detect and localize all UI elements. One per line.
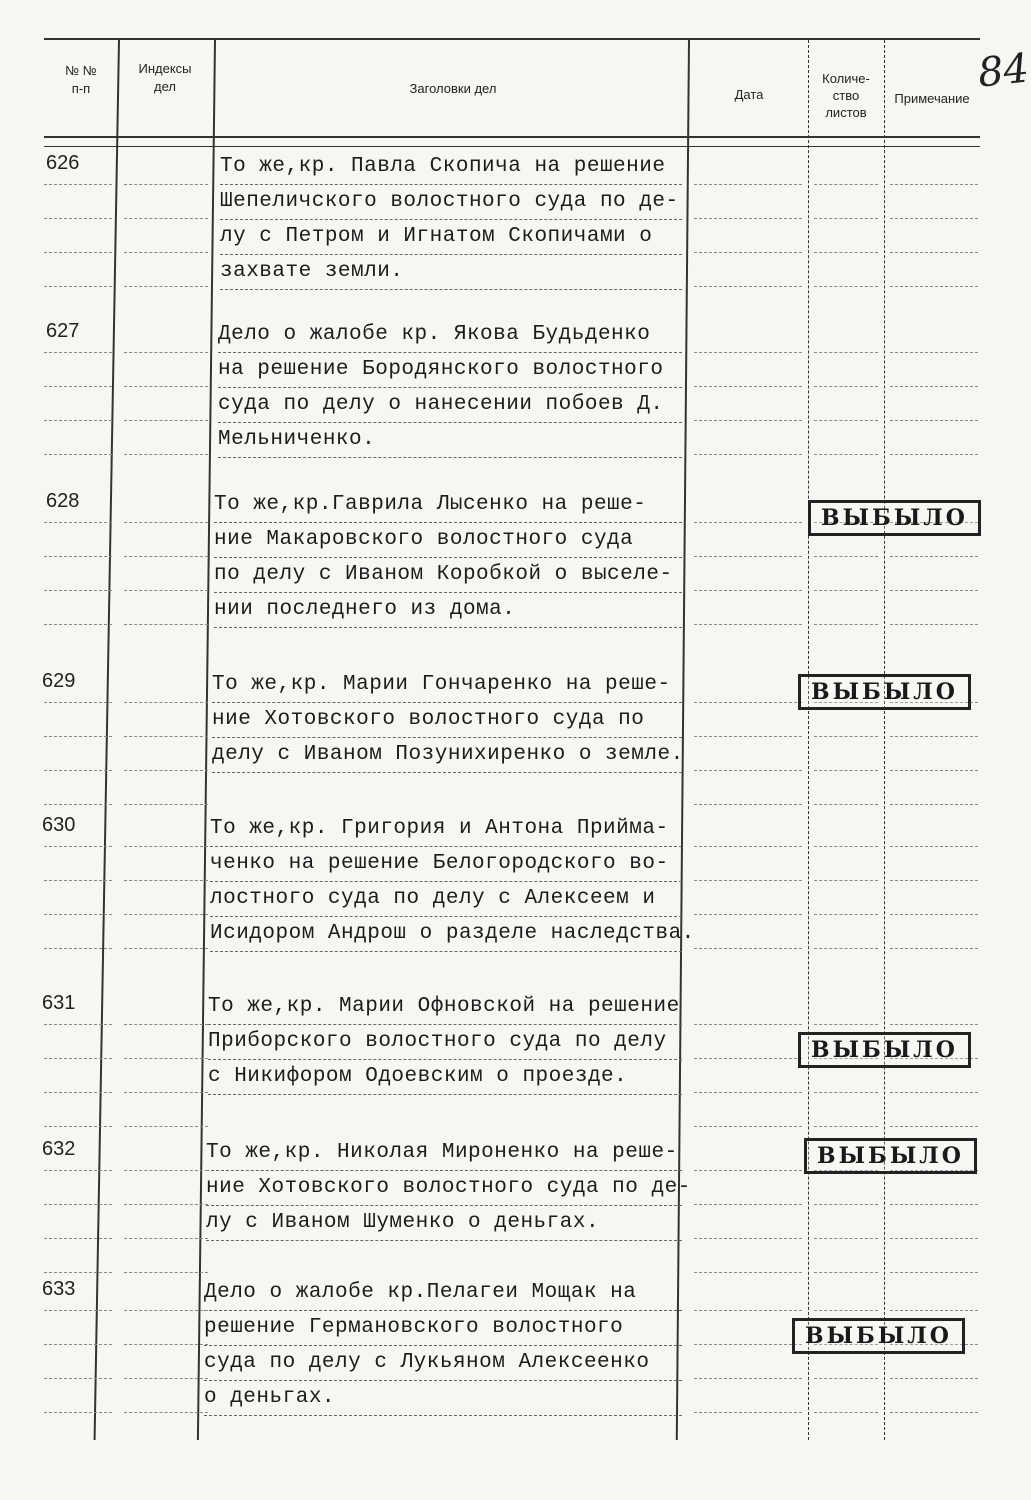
entry-number: 633 [42,1278,76,1300]
ruled-line [44,1412,112,1413]
ruled-line [890,846,978,847]
withdrawn-stamp: ВЫБЫЛО [808,500,981,536]
ruled-line [814,420,878,421]
ruled-line [694,1024,802,1025]
ruled-line [124,1170,208,1171]
col-line-4 [808,40,809,1440]
ruled-line [124,1310,208,1311]
ruled-line [814,1024,878,1025]
withdrawn-stamp: ВЫБЫЛО [792,1318,965,1354]
ruled-line [44,770,112,771]
entry-title-line: лу с Петром и Игнатом Скопичами о [220,220,682,255]
entry-title [204,1276,682,1416]
ruled-line [44,1310,112,1311]
entry-title [218,318,682,458]
entry-title-line: Приборского волостного суда по делу [208,1025,682,1060]
ruled-line [124,352,208,353]
entry-title [220,150,682,290]
ruled-line [814,286,878,287]
ruled-line [44,702,112,703]
ruled-line [44,252,112,253]
ruled-line [890,1204,978,1205]
ruled-line [890,1238,978,1239]
ruled-line [124,1024,208,1025]
ruled-line [814,1378,878,1379]
entry-number: 628 [46,490,80,512]
entry-title-line: по делу с Иваном Коробкой о выселе- [214,558,682,593]
ruled-line [890,1092,978,1093]
ruled-line [694,420,802,421]
entry-title [212,668,682,773]
ruled-line [890,218,978,219]
ruled-line [44,880,112,881]
entry-title-line: То же,кр. Марии Гончаренко на реше- [212,668,682,703]
ruled-line [44,624,112,625]
ruled-line [694,556,802,557]
ruled-line [44,1126,112,1127]
ruled-line [890,420,978,421]
entry-title-line: захвате земли. [220,255,682,290]
ruled-line [124,1344,208,1345]
ruled-line [694,770,802,771]
ruled-line [890,1024,978,1025]
ruled-line [124,914,208,915]
ruled-line [694,454,802,455]
ruled-line [814,846,878,847]
ruled-line [814,1272,878,1273]
ruled-line [890,590,978,591]
ruled-line [814,804,878,805]
ruled-line [124,218,208,219]
ruled-line [890,948,978,949]
ruled-line [44,846,112,847]
entry-title-line: суда по делу с Лукьяном Алексеенко [204,1346,682,1381]
ruled-line [124,736,208,737]
ruled-line [694,1238,802,1239]
ruled-line [124,846,208,847]
entry-title-line: делу с Иваном Позунихиренко о земле. [212,738,682,773]
ruled-line [890,880,978,881]
ruled-line [124,1126,208,1127]
ruled-line [44,522,112,523]
ruled-line [124,386,208,387]
ruled-line [44,1092,112,1093]
withdrawn-stamp: ВЫБЫЛО [798,1032,971,1068]
entry-title-line: суда по делу о нанесении побоев Д. [218,388,682,423]
ruled-line [124,454,208,455]
entry-title-line: ние Хотовского волостного суда по де- [206,1171,682,1206]
entry-number: 630 [42,814,76,836]
header-date: Дата [734,87,764,102]
entry-title-line: То же,кр. Марии Офновской на решение [208,990,682,1025]
ruled-line [814,914,878,915]
ruled-line [694,846,802,847]
ruled-line [44,1170,112,1171]
ruled-line [814,352,878,353]
ruled-line [890,736,978,737]
entry-title-line: ченко на решение Белогородского во- [210,847,682,882]
entry-title-line: о деньгах. [204,1381,682,1416]
entry-title [210,812,695,952]
ruled-line [814,556,878,557]
ruled-line [890,1126,978,1127]
entry-title-line: ние Хотовского волостного суда по [212,703,682,738]
ruled-line [694,1310,802,1311]
ruled-line [124,1204,208,1205]
ruled-line [694,948,802,949]
ruled-line [890,556,978,557]
entry-number: 629 [42,670,76,692]
header-note: Примечание [894,91,970,106]
ruled-line [814,386,878,387]
ruled-line [814,1412,878,1413]
entry-title-line: с Никифором Одоевским о проезде. [208,1060,682,1095]
ruled-line [694,352,802,353]
entry-title-line: Шепеличского волостного суда по де- [220,185,682,220]
ruled-line [694,522,802,523]
ruled-line [890,286,978,287]
ruled-line [44,1204,112,1205]
ruled-line [890,1272,978,1273]
ruled-line [124,1092,208,1093]
ruled-line [44,184,112,185]
ruled-line [694,1378,802,1379]
entry-title-line: нии последнего из дома. [214,593,682,628]
ruled-line [814,252,878,253]
entry-title-line: То же,кр.Гаврила Лысенко на реше- [214,488,682,523]
ruled-line [44,420,112,421]
ruled-line [890,454,978,455]
entry-title [208,990,682,1095]
ruled-line [814,454,878,455]
header-title: Заголовки дел [409,81,497,96]
header-bottom-rule-2 [44,146,980,147]
ruled-line [890,914,978,915]
ruled-line [124,1378,208,1379]
ruled-line [694,1170,802,1171]
entry-title-line: Дело о жалобе кр.Пелагеи Мощак на [204,1276,682,1311]
ruled-line [694,184,802,185]
ruled-line [124,522,208,523]
ruled-line [890,1378,978,1379]
ruled-line [44,1272,112,1273]
ruled-line [890,352,978,353]
ruled-line [890,804,978,805]
ruled-line [814,736,878,737]
ruled-line [44,804,112,805]
ruled-line [694,218,802,219]
ruled-line [124,252,208,253]
ruled-line [694,804,802,805]
ruled-line [44,556,112,557]
entry-number: 626 [46,152,80,174]
ruled-line [814,1126,878,1127]
ruled-line [694,1412,802,1413]
ruled-line [124,420,208,421]
ruled-line [890,624,978,625]
ruled-line [814,880,878,881]
header-sheets: Количе- ство листов [822,71,870,120]
ruled-line [44,1238,112,1239]
ruled-line [890,184,978,185]
ruled-line [694,286,802,287]
ruled-line [890,770,978,771]
ruled-line [124,702,208,703]
ruled-line [124,624,208,625]
ruled-line [44,218,112,219]
ruled-line [694,1092,802,1093]
ruled-line [694,1204,802,1205]
withdrawn-stamp: ВЫБЫЛО [798,674,971,710]
ruled-line [694,914,802,915]
entry-title-line: на решение Бородянского волостного [218,353,682,388]
ruled-line [694,624,802,625]
header-bottom-rule [44,136,980,138]
ruled-line [814,1204,878,1205]
ruled-line [124,590,208,591]
ruled-line [694,386,802,387]
ruled-line [890,252,978,253]
entry-title-line: ние Макаровского волостного суда [214,523,682,558]
entry-number: 631 [42,992,76,1014]
entry-title-line: Дело о жалобе кр. Якова Будьденко [218,318,682,353]
ruled-line [814,624,878,625]
entry-title-line: лостного суда по делу с Алексеем и [210,882,682,917]
entry-title [214,488,682,628]
ruled-line [124,804,208,805]
withdrawn-stamp: ВЫБЫЛО [804,1138,977,1174]
ruled-line [814,770,878,771]
ruled-line [694,1126,802,1127]
ruled-line [124,1412,208,1413]
ruled-line [694,1058,802,1059]
ruled-line [814,218,878,219]
ruled-line [124,770,208,771]
ruled-line [694,590,802,591]
ruled-line [890,1412,978,1413]
ruled-line [890,386,978,387]
ruled-line [44,1024,112,1025]
ruled-line [694,252,802,253]
entry-title-line: То же,кр. Григория и Антона Приймa- [210,812,682,847]
ruled-line [124,556,208,557]
ruled-line [814,1238,878,1239]
col-line-1 [94,40,120,1440]
ruled-line [124,184,208,185]
entry-title-line: лу с Иваном Шуменко о деньгах. [206,1206,682,1241]
ruled-line [814,948,878,949]
ruled-line [814,590,878,591]
header-num: № № п-п [65,63,97,96]
ruled-line [124,880,208,881]
ruled-line [44,948,112,949]
ruled-line [44,386,112,387]
folio-number: 84 [975,45,1031,97]
ruled-line [124,1238,208,1239]
header-index: Индексы дел [138,61,192,94]
ruled-line [44,454,112,455]
ruled-line [814,184,878,185]
ruled-line [44,1378,112,1379]
entry-title [206,1136,691,1241]
ruled-line [44,736,112,737]
entry-title-line: Исидором Андрош о разделе наследства. [210,917,682,952]
ruled-line [124,1272,208,1273]
col-line-5 [884,40,885,1440]
ruled-line [694,880,802,881]
ruled-line [694,1344,802,1345]
ruled-line [44,914,112,915]
ruled-line [44,286,112,287]
entry-title-line: решение Германовского волостного [204,1311,682,1346]
ruled-line [694,736,802,737]
ruled-line [44,1058,112,1059]
ruled-line [124,286,208,287]
ruled-line [44,352,112,353]
ruled-line [814,1310,878,1311]
ruled-line [814,1092,878,1093]
ruled-line [694,702,802,703]
entry-number: 627 [46,320,80,342]
ruled-line [44,590,112,591]
ruled-line [44,1344,112,1345]
ruled-line [890,1310,978,1311]
entry-title-line: То же,кр. Павла Скопича на решение [220,150,682,185]
ruled-line [124,1058,208,1059]
ruled-line [124,948,208,949]
ruled-line [694,1272,802,1273]
entry-number: 632 [42,1138,76,1160]
entry-title-line: Мельниченко. [218,423,682,458]
header-top-rule [44,38,980,40]
entry-title-line: То же,кр. Николая Мироненко на реше- [206,1136,682,1171]
